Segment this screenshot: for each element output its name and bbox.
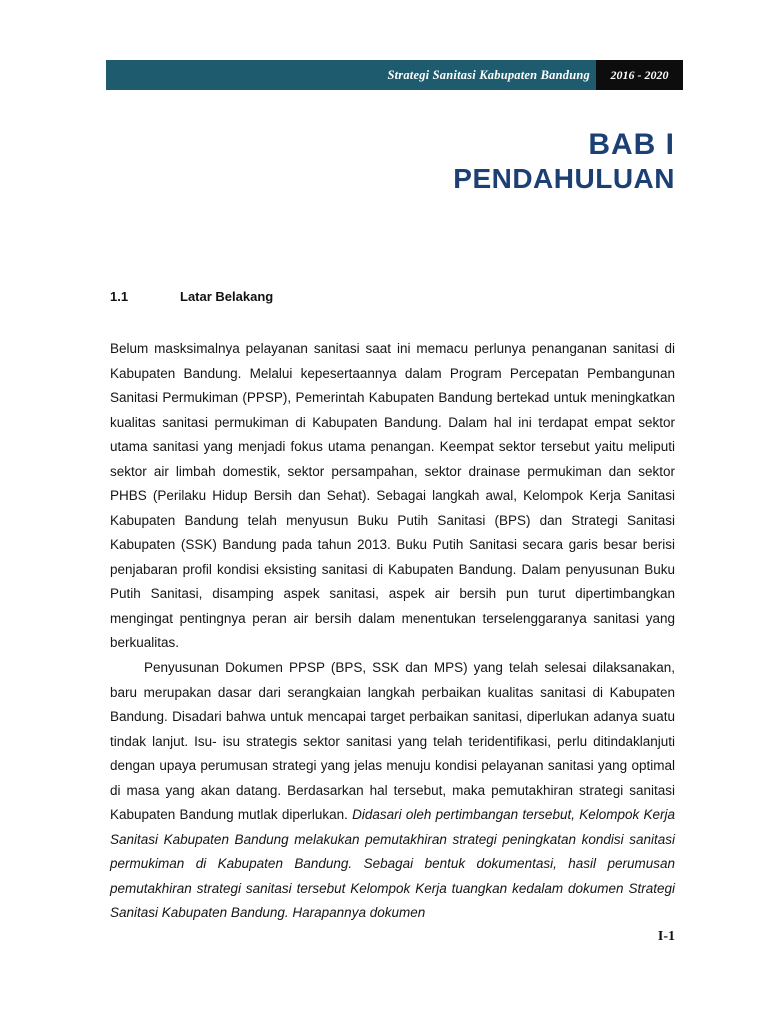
running-header: [106, 60, 683, 90]
chapter-heading: [453, 128, 675, 196]
section-number: 1.1: [110, 289, 129, 304]
section-title: Latar Belakang: [180, 289, 274, 304]
page-number: I-1: [657, 929, 675, 944]
paragraph-2-italic-text: Didasari oleh pertimbangan tersebut, Kelompok Kerja Sanitasi Kabupaten Bandung melakukan pemutakhiran strategi peningkatan kondisi sanitasi permukiman di Kabupaten Bandung. Sebagai bentuk dokumentasi, hasil perumusan pemutakhiran strategi sanitasi tersebut Kelompok Kerja tuangkan kedalam dokumen Strategi Sanitasi Kabupaten Bandung. Harapannya dokumen: [110, 807, 675, 920]
paragraph-2-text: Penyusunan Dokumen PPSP (BPS, SSK dan MPS) yang telah selesai dilaksanakan, baru merupakan dasar dari serangkaian langkah perbaikan kualitas sanitasi di Kabupaten Bandung. Disadari bahwa untuk mencapai target perbaikan sanitasi, diperlukan adanya suatu tindak lanjut. Isu- isu strategis sektor sanitasi yang telah teridentifikasi, perlu ditindaklanjuti dengan upaya perumusan strategi yang jelas menuju kondisi pelayanan sanitasi yang optimal di masa yang akan datang. Berdasarkan hal tersebut, maka pemutakhiran strategi sanitasi Kabupaten Bandung mutlak diperlukan.: [110, 660, 675, 822]
paragraph-2: [110, 656, 675, 926]
section-heading: [110, 289, 273, 304]
header-period: 2016 - 2020: [596, 60, 683, 90]
chapter-title: PENDAHULUAN: [453, 163, 675, 194]
paragraph-1: Belum masksimalnya pelayanan sanitasi saat ini memacu perlunya penanganan sanitasi di Kabupaten Bandung. Melalui kepesertaannya dalam Program Percepatan Pembangunan Sanitasi Permukiman (PPSP), Pemerintah Kabupaten Bandung bertekad untuk meningkatkan kualitas sanitasi permukiman di Kabupaten Bandung. Dalam hal ini terdapat empat sektor utama sanitasi yang menjadi fokus utama penangan. Keempat sektor tersebut yaitu meliputi sektor air limbah domestik, sektor persampahan, sektor drainase permukiman dan sektor PHBS (Perilaku Hidup Bersih dan Sehat). Sebagai langkah awal, Kelompok Kerja Sanitasi Kabupaten Bandung telah menyusun Buku Putih Sanitasi (BPS) dan Strategi Sanitasi Kabupaten (SSK) Bandung pada tahun 2013. Buku Putih Sanitasi secara garis besar berisi penjabaran profil kondisi eksisting sanitasi di Kabupaten Bandung. Dalam penyusunan Buku Putih Sanitasi, disamping aspek sanitasi, aspek air bersih pun turut dipertimbangkan mengingat pentingnya peran air bersih dalam menentukan terselenggaranya sanitasi yang berkualitas.: [110, 341, 675, 650]
chapter-number: BAB I: [588, 128, 675, 161]
header-title: Strategi Sanitasi Kabupaten Bandung: [106, 60, 596, 90]
